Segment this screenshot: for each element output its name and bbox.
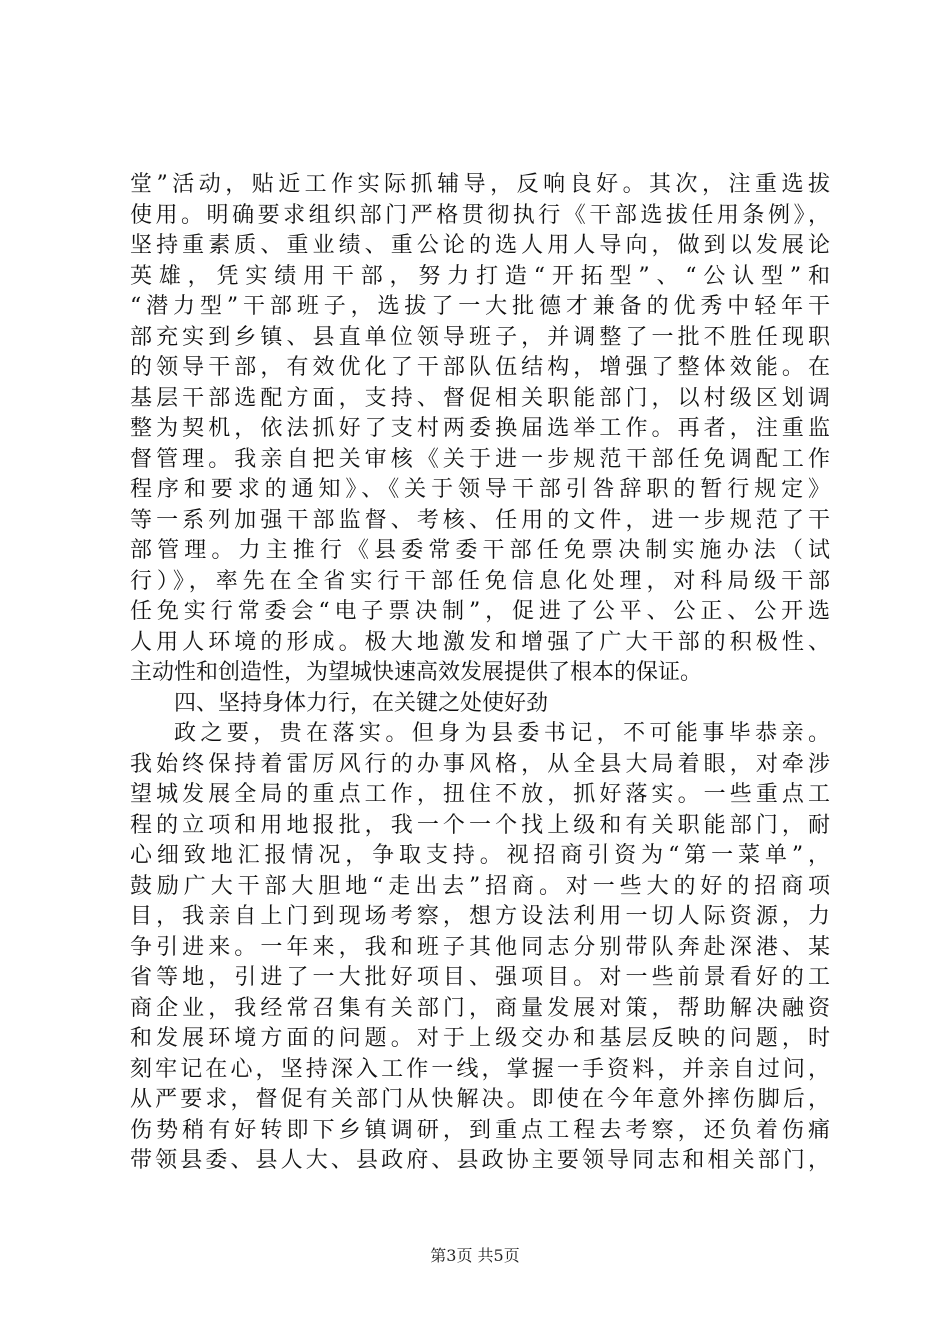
text-line: 鼓励广大干部大胆地“走出去”招商。对一些大的好的招商项 — [130, 873, 830, 899]
text-line: 的领导干部，有效优化了干部队伍结构，增强了整体效能。在 — [130, 355, 830, 380]
text-line: 任免实行常委会“电子票决制”，促进了公平、公正、公开选 — [130, 599, 830, 624]
text-line: 政之要，贵在落实。但身为县委书记，不可能事毕恭亲。 — [174, 721, 830, 746]
text-line: 人用人环境的形成。极大地激发和增强了广大干部的积极性、 — [130, 629, 830, 655]
text-line: 省等地，引进了一大批好项目、强项目。对一些前景看好的工 — [130, 965, 830, 990]
text-line: 程的立项和用地报批，我一个一个找上级和有关职能部门，耐 — [130, 812, 830, 838]
text-line: 使用。明确要求组织部门严格贯彻执行《干部选拔任用条例》， — [130, 202, 830, 228]
text-line: 商企业，我经常召集有关部门，商量发展对策，帮助解决融资 — [130, 995, 830, 1021]
text-line: 四、坚持身体力行，在关键之处使好劲 — [174, 690, 549, 716]
text-line: 争引进来。一年来，我和班子其他同志分别带队奔赴深港、某 — [130, 934, 830, 960]
document-body — [130, 170, 830, 1177]
page-footer: 第3页 共5页 — [430, 1246, 520, 1265]
text-line: 督管理。我亲自把关审核《关于进一步规范干部任免调配工作 — [130, 446, 830, 472]
text-line: 从严要求，督促有关部门从快解决。即使在今年意外摔伤脚后， — [130, 1087, 830, 1112]
text-line: 行）》，率先在全省实行干部任免信息化处理，对科局级干部 — [130, 568, 830, 594]
text-line: 望城发展全局的重点工作，扭住不放，抓好落实。一些重点工 — [130, 782, 830, 807]
text-line: 等一系列加强干部监督、考核、任用的文件，进一步规范了干 — [130, 507, 830, 533]
text-line: 心细致地汇报情况，争取支持。视招商引资为“第一菜单”， — [130, 843, 830, 868]
text-line: 我始终保持着雷厉风行的办事风格，从全县大局着眼，对牵涉 — [130, 751, 830, 777]
text-line: 部充实到乡镇、县直单位领导班子，并调整了一批不胜任现职 — [130, 324, 830, 350]
text-line: 主动性和创造性，为望城快速高效发展提供了根本的保证。 — [130, 660, 703, 685]
text-line: 带领县委、县人大、县政府、县政协主要领导同志和相关部门， — [130, 1148, 830, 1173]
text-line: “潜力型”干部班子，选拔了一大批德才兼备的优秀中轻年干 — [130, 294, 830, 319]
text-line: 部管理。力主推行《县委常委干部任免票决制实施办法（试 — [130, 538, 830, 563]
text-line: 基层干部选配方面，支持、督促相关职能部门，以村级区划调 — [130, 385, 830, 411]
text-line: 英雄，凭实绩用干部，努力打造“开拓型”、“公认型”和 — [130, 263, 830, 289]
text-line: 堂”活动，贴近工作实际抓辅导，反响良好。其次，注重选拔 — [130, 172, 830, 197]
text-line: 整为契机，依法抓好了支村两委换届选举工作。再者，注重监 — [130, 416, 830, 441]
text-line: 坚持重素质、重业绩、重公论的选人用人导向，做到以发展论 — [130, 233, 830, 258]
text-line: 目，我亲自上门到现场考察，想方设法利用一切人际资源，力 — [130, 904, 830, 929]
text-line: 程序和要求的通知》、《关于领导干部引咎辞职的暂行规定》 — [130, 477, 830, 502]
text-line: 伤势稍有好转即下乡镇调研，到重点工程去考察，还负着伤痛 — [130, 1117, 830, 1143]
text-line: 刻牢记在心，坚持深入工作一线，掌握一手资料，并亲自过问， — [130, 1056, 830, 1082]
text-line: 和发展环境方面的问题。对于上级交办和基层反映的问题，时 — [130, 1026, 830, 1051]
